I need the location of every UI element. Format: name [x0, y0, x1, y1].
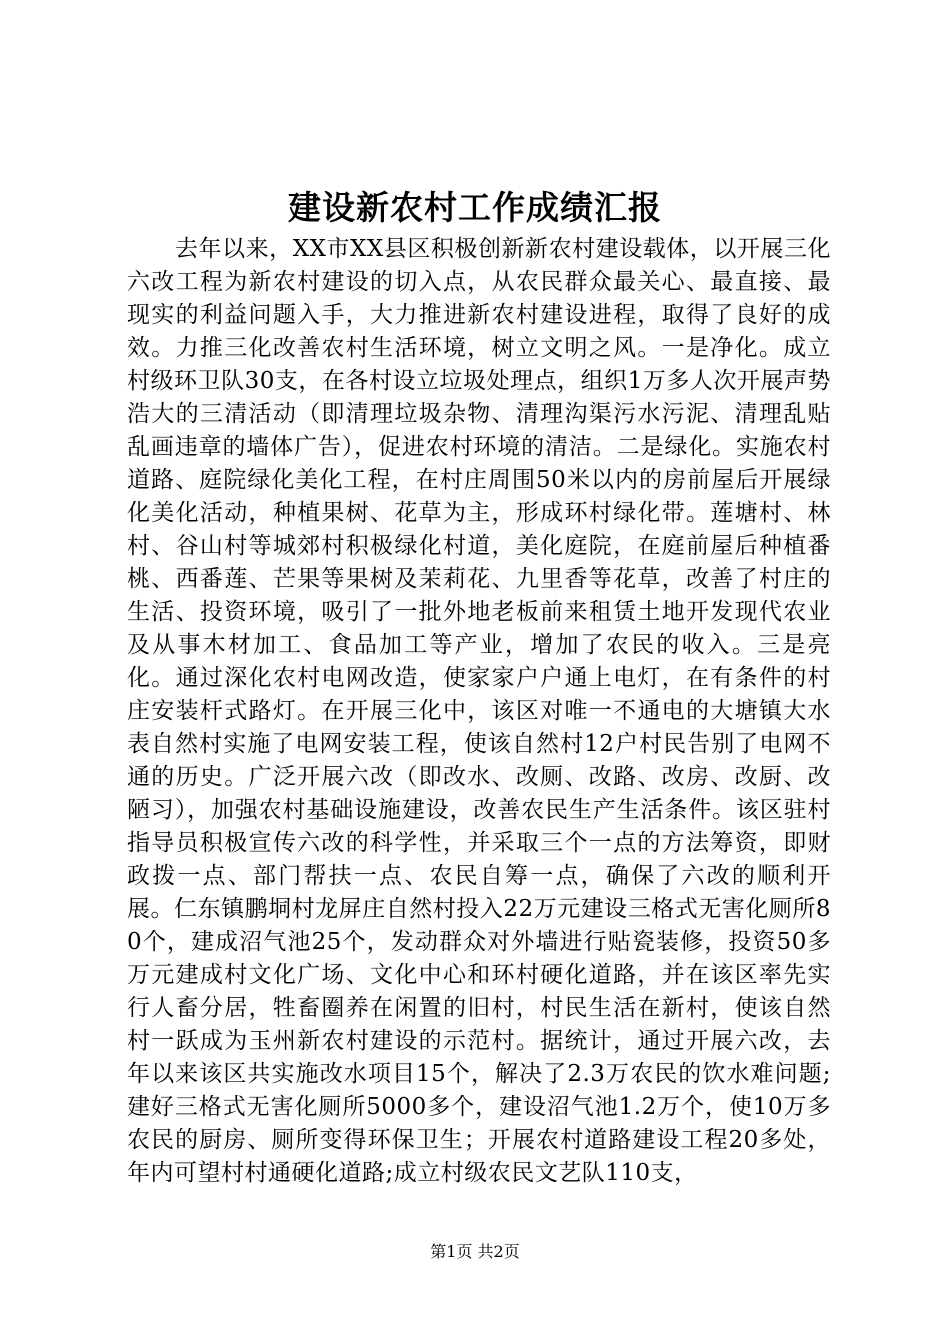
body-paragraph: 去年以来，XX市XX县区积极创新新农村建设载体，以开展三化六改工程为新农村建设的切入点，从农民群众最关心、最直接、最现实的利益问题入手，大力推进新农村建设进程，取得了良好的成效。力推三化改善农村生活环境，树立文明之风。一是净化。成立村级环卫队30支，在各村设立垃圾处理点，组织1万多人次开展声势浩大的三清活动（即清理垃圾杂物、清理沟渠污水污泥、清理乱贴乱画违章的墙体广告），促进农村环境的清洁。二是绿化。实施农村道路、庭院绿化美化工程，在村庄周围50米以内的房前屋后开展绿化美化活动，种植果树、花草为主，形成环村绿化带。莲塘村、林村、谷山村等城郊村积极绿化村道，美化庭院，在庭前屋后种植番桃、西番莲、芒果等果树及茉莉花、九里香等花草，改善了村庄的生活、投资环境，吸引了一批外地老板前来租赁土地开发现代农业及从事木材加工、食品加工等产业，增加了农民的收入。三是亮化。通过深化农村电网改造，使家家户户通上电灯，在有条件的村庄安装杆式路灯。在开展三化中，该区对唯一不通电的大塘镇大水表自然村实施了电网安装工程，使该自然村12户村民告别了电网不通的历史。广泛开展六改（即改水、改厕、改路、改房、改厨、改陋习），加强农村基础设施建设，改善农民生产生活条件。该区驻村指导员积极宣传六改的科学性，并采取三个一点的方法筹资，即财政拨一点、部门帮扶一点、农民自筹一点，确保了六改的顺利开展。仁东镇鹏垌村龙屏庄自然村投入22万元建设三格式无害化厕所80个，建成沼气池25个，发动群众对外墙进行贴瓷装修，投资50多万元建成村文化广场、文化中心和环村硬化道路，并在该区率先实行人畜分居，牲畜圈养在闲置的旧村，村民生活在新村，使该自然村一跃成为玉州新农村建设的示范村。据统计，通过开展六改，去年以来该区共实施改水项目15个，解决了2.3万农民的饮水难问题;建好三格式无害化厕所5000多个，建设沼气池1.2万个，使10万多农民的厨房、厕所变得环保卫生；开展农村道路建设工程20多处，年内可望村村通硬化道路;成立村级农民文艺队110支， [127, 236, 831, 1186]
page-footer: 第1页 共2页 [430, 1242, 520, 1261]
document-title: 建设新农村工作成绩汇报 [288, 188, 662, 227]
